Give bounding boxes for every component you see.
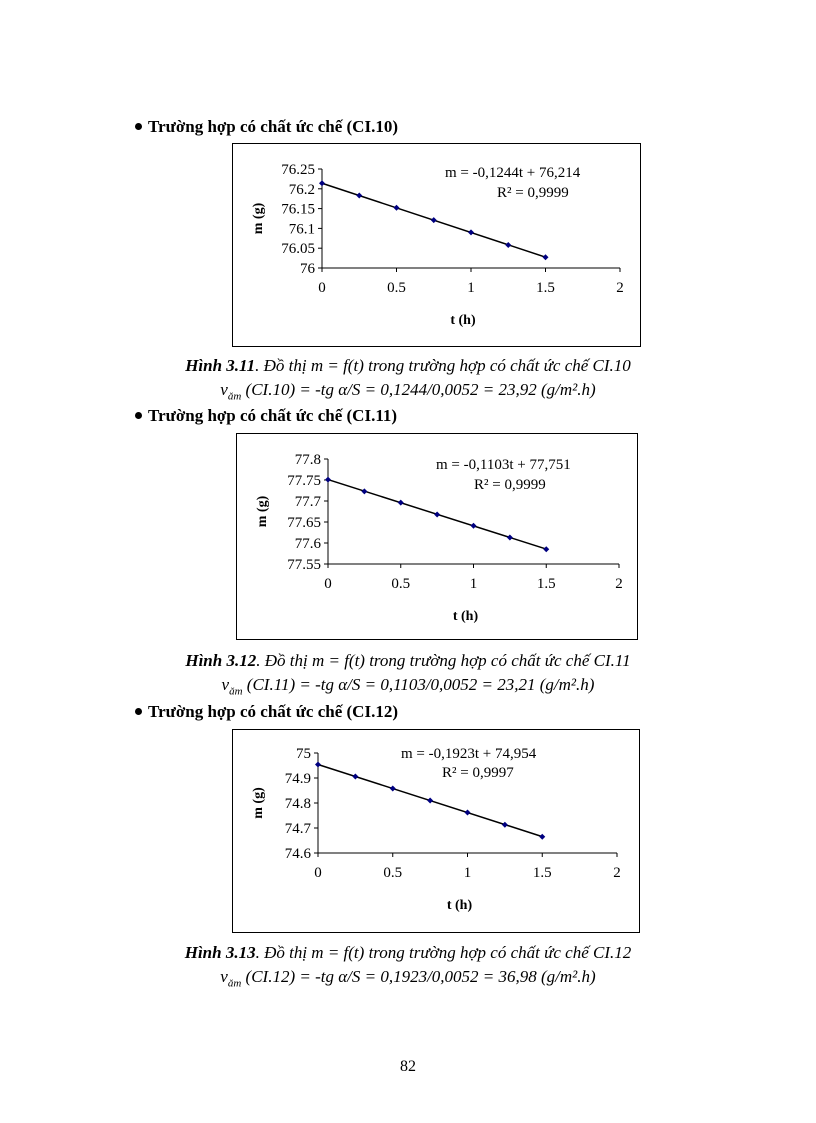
rate-symbol: v bbox=[220, 380, 228, 399]
page-number: 82 bbox=[400, 1058, 416, 1075]
section-heading bbox=[135, 117, 398, 137]
figure-label: Hình 3.11 bbox=[185, 356, 256, 375]
x-axis-label: t (h) bbox=[452, 609, 479, 624]
bullet-icon bbox=[135, 123, 142, 130]
x-tick-label: 1.5 bbox=[536, 280, 555, 296]
rate-text: (CI.10) = -tg α/S = 0,1244/0,0052 = 23,92 (g/m².h) bbox=[241, 380, 596, 399]
x-tick-label: 0.5 bbox=[387, 280, 406, 296]
y-tick-label: 77.6 bbox=[294, 536, 321, 552]
bullet-icon bbox=[135, 412, 142, 419]
y-axis-label: m (g) bbox=[255, 495, 270, 528]
rate-formula bbox=[0, 967, 816, 989]
x-tick-label: 0 bbox=[314, 865, 322, 881]
y-tick-label: 77.65 bbox=[287, 515, 321, 531]
r-squared-label: R² = 0,9999 bbox=[497, 185, 569, 201]
y-tick-label: 74.9 bbox=[284, 771, 311, 787]
y-tick-label: 74.7 bbox=[284, 821, 311, 837]
bullet-icon bbox=[135, 708, 142, 715]
rate-subscript: ăm bbox=[227, 977, 242, 990]
y-tick-label: 75 bbox=[296, 746, 311, 762]
y-tick-label: 76.15 bbox=[281, 201, 315, 218]
x-tick-label: 0.5 bbox=[391, 576, 411, 592]
rate-formula bbox=[0, 380, 816, 402]
section-heading bbox=[135, 406, 397, 426]
y-tick-label: 76 bbox=[300, 261, 315, 277]
x-axis-label: t (h) bbox=[446, 898, 473, 913]
x-tick-label: 0.5 bbox=[383, 865, 403, 881]
y-tick-label: 74.8 bbox=[284, 796, 311, 812]
figure-caption bbox=[0, 356, 816, 376]
y-tick-label: 76.1 bbox=[288, 221, 315, 238]
chart-svg bbox=[236, 433, 638, 640]
x-tick-label: 1 bbox=[469, 576, 478, 592]
y-tick-label: 77.75 bbox=[287, 473, 321, 489]
x-tick-label: 1 bbox=[467, 280, 475, 296]
r-squared-label: R² = 0,9999 bbox=[474, 477, 546, 493]
x-axis-label: t (h) bbox=[450, 313, 476, 328]
y-tick-label: 77.7 bbox=[294, 494, 321, 510]
rate-symbol: v bbox=[221, 675, 230, 694]
x-tick-label: 2 bbox=[616, 280, 624, 296]
figure-caption bbox=[0, 651, 816, 671]
x-tick-label: 2 bbox=[615, 576, 623, 592]
x-tick-label: 1.5 bbox=[532, 865, 552, 881]
section-heading-text: Trường hợp có chất ức chế (CI.10) bbox=[148, 117, 398, 136]
x-tick-label: 0 bbox=[324, 576, 332, 592]
chart-svg bbox=[232, 729, 640, 933]
chart-ci11 bbox=[236, 433, 638, 640]
x-tick-label: 0 bbox=[318, 280, 326, 296]
x-tick-label: 1 bbox=[463, 865, 472, 881]
y-tick-label: 76.2 bbox=[288, 181, 315, 198]
chart-svg bbox=[232, 143, 641, 347]
chart-ci12 bbox=[232, 729, 640, 933]
y-axis-label: m (g) bbox=[251, 787, 266, 819]
rate-formula bbox=[0, 675, 816, 697]
trendline-equation: m = -0,1244t + 76,214 bbox=[445, 165, 581, 181]
y-tick-label: 77.8 bbox=[294, 452, 321, 468]
figure-text: . Đồ thị m = f(t) trong trường hợp có chất ức chế CI.11 bbox=[256, 651, 631, 670]
section-heading-text: Trường hợp có chất ức chế (CI.12) bbox=[148, 702, 398, 721]
trendline-equation: m = -0,1923t + 74,954 bbox=[401, 746, 537, 762]
x-tick-label: 2 bbox=[613, 865, 621, 881]
rate-subscript: ăm bbox=[229, 685, 243, 698]
r-squared-label: R² = 0,9997 bbox=[442, 765, 514, 781]
rate-symbol: v bbox=[220, 967, 228, 986]
trendline-equation: m = -0,1103t + 77,751 bbox=[436, 457, 571, 473]
figure-text: . Đồ thị m = f(t) trong trường hợp có chất ức chế CI.10 bbox=[255, 356, 631, 375]
rate-text: (CI.11) = -tg α/S = 0,1103/0,0052 = 23,21 (g/m².h) bbox=[242, 675, 595, 694]
figure-label: Hình 3.13 bbox=[184, 943, 256, 962]
rate-text: (CI.12) = -tg α/S = 0,1923/0,0052 = 36,98 (g/m².h) bbox=[241, 967, 596, 986]
y-axis-label: m (g) bbox=[251, 202, 266, 235]
y-tick-label: 76.25 bbox=[281, 162, 315, 178]
section-heading bbox=[135, 702, 398, 722]
y-tick-label: 74.6 bbox=[284, 846, 311, 862]
y-tick-label: 76.05 bbox=[281, 241, 315, 258]
figure-caption bbox=[0, 943, 816, 963]
y-tick-label: 77.55 bbox=[287, 557, 321, 573]
rate-subscript: ăm bbox=[227, 390, 242, 403]
section-heading-text: Trường hợp có chất ức chế (CI.11) bbox=[148, 406, 398, 425]
chart-ci10 bbox=[232, 143, 641, 347]
figure-label: Hình 3.12 bbox=[185, 651, 257, 670]
figure-text: . Đồ thị m = f(t) trong trường hợp có chất ức chế CI.12 bbox=[255, 943, 632, 962]
x-tick-label: 1.5 bbox=[536, 576, 556, 592]
